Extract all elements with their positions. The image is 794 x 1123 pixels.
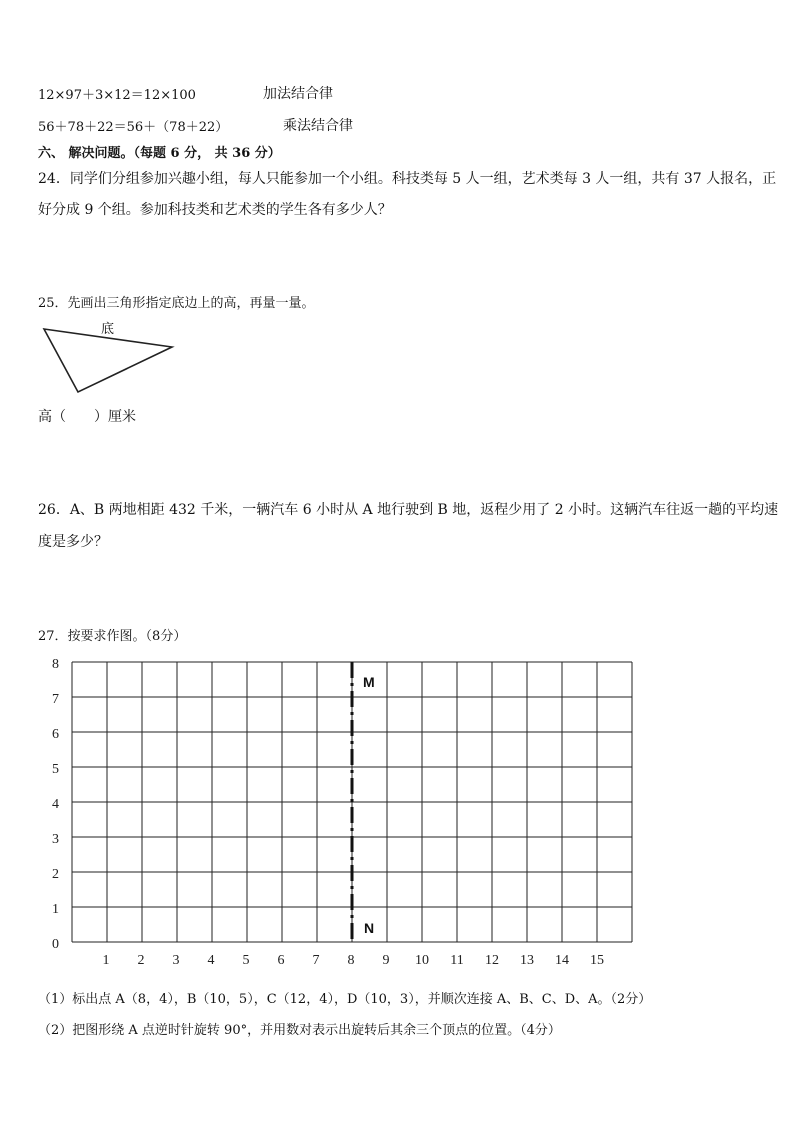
x-axis-label: 8 bbox=[347, 953, 355, 968]
y-axis-label: 4 bbox=[52, 797, 59, 812]
question-24-line-1: 24．同学们分组参加兴趣小组，每人只能参加一个小组。科技类每 5 人一组，艺术类每 3 人一组，共有 37 人报名，正 bbox=[38, 171, 777, 187]
question-24-line-2: 好分成 9 个组。参加科技类和艺术类的学生各有多少人？ bbox=[38, 202, 392, 218]
question-25-text: 25．先画出三角形指定底边上的高，再量一量。 bbox=[38, 296, 315, 311]
x-axis-label: 1 bbox=[102, 953, 110, 968]
x-axis-label: 11 bbox=[450, 953, 464, 968]
y-axis-label: 2 bbox=[52, 867, 59, 882]
x-axis-label: 6 bbox=[277, 953, 285, 968]
y-axis-label: 5 bbox=[52, 762, 59, 777]
law-1: 加法结合律 bbox=[263, 86, 333, 102]
x-axis-label: 5 bbox=[242, 953, 250, 968]
x-axis-label: 13 bbox=[520, 953, 534, 968]
question-26-line-1: 26．A、B 两地相距 432 千米，一辆汽车 6 小时从 A 地行驶到 B 地，返程少用了 2 小时。这辆汽车往返一趟的平均速 bbox=[38, 502, 779, 518]
x-axis-label: 7 bbox=[312, 953, 320, 968]
x-axis-label: 9 bbox=[382, 953, 390, 968]
base-label: 底 bbox=[101, 322, 115, 337]
y-axis-label: 6 bbox=[52, 727, 59, 742]
y-axis-label: 8 bbox=[52, 657, 59, 672]
point-n-label: N bbox=[364, 920, 375, 936]
x-axis-label: 4 bbox=[207, 953, 215, 968]
x-axis-label: 12 bbox=[485, 953, 499, 968]
x-axis-label: 3 bbox=[172, 953, 180, 968]
section-title: 六、 解决问题。（每题 6 分， 共 36 分） bbox=[38, 146, 281, 161]
y-axis-label: 3 bbox=[52, 832, 59, 847]
sub-question-2: （2）把图形绕 A 点逆时针旋转 90°，并用数对表示出旋转后其余三个顶点的位置。（4分） bbox=[38, 1023, 561, 1038]
y-axis-label: 7 bbox=[52, 692, 59, 707]
height-answer: 高（ ）厘米 bbox=[38, 409, 136, 425]
y-axis-label: 1 bbox=[52, 902, 59, 917]
x-axis-label: 15 bbox=[590, 953, 604, 968]
x-axis-label: 10 bbox=[415, 953, 429, 968]
sub-question-1: （1）标出点 A（8，4），B（10，5），C（12，4），D（10，3），并顺次连接 A、B、C、D、A。（2分） bbox=[38, 992, 652, 1007]
x-axis-label: 0 bbox=[52, 937, 59, 952]
point-m-label: M bbox=[363, 674, 375, 690]
question-26-line-2: 度是多少？ bbox=[38, 534, 108, 550]
x-axis-label: 14 bbox=[555, 953, 569, 968]
question-27-title: 27．按要求作图。（8分） bbox=[38, 629, 187, 644]
equation-2: 56＋78＋22＝56＋（78＋22） bbox=[38, 120, 229, 135]
x-axis-label: 2 bbox=[137, 953, 145, 968]
law-2: 乘法结合律 bbox=[283, 118, 353, 134]
equation-1: 12×97＋3×12＝12×100 bbox=[38, 88, 196, 103]
